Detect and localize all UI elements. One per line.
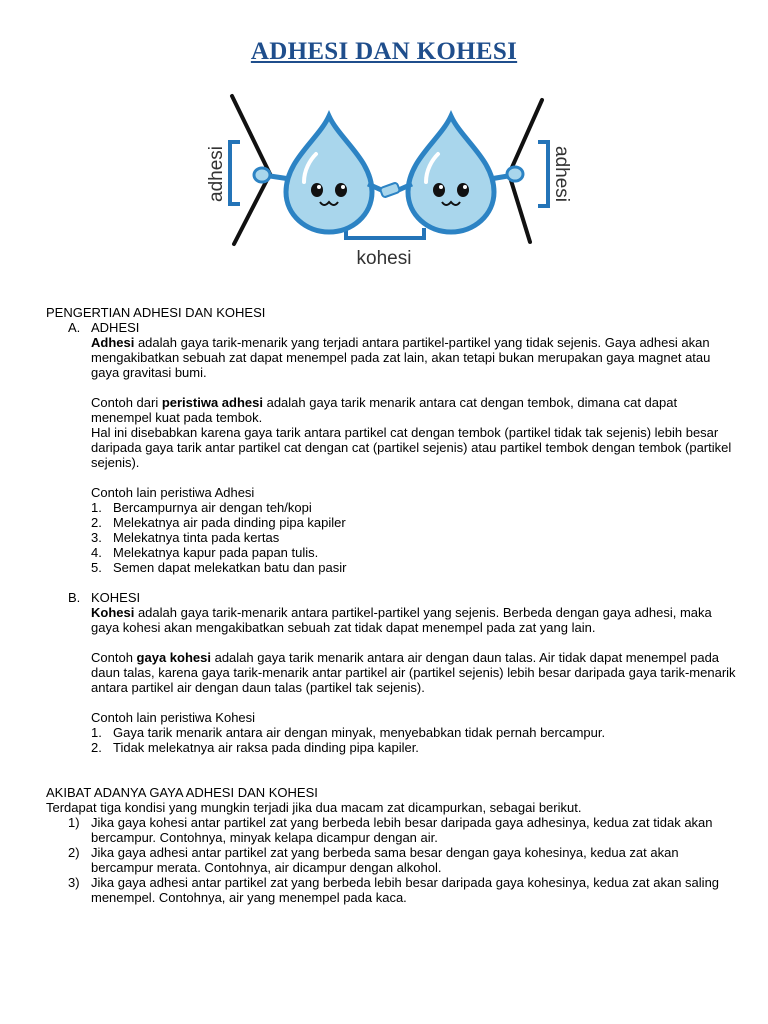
document-body <box>46 305 736 905</box>
kohesi-examples-list <box>91 725 736 755</box>
subsection-letter: B. <box>68 590 81 605</box>
label-adhesi-left: adhesi <box>206 146 227 202</box>
adhesi-reason: Hal ini disebabkan karena gaya tarik antara partikel cat dengan tembok (partikel tidak tak sejenis) lebih besar daripada gaya tarik antar partikel cat dengan cat (partikel sejenis) atau partikel tembok dengan tembok (partikel sejenis). <box>91 425 732 470</box>
list-item: 4. Melekatnya kapur pada papan tulis. <box>91 545 319 560</box>
adhesi-definition: Adhesi adalah gaya tarik-menarik yang terjadi antara partikel-partikel yang tidak sejenis. Gaya adhesi akan mengakibatkan sebuah zat dapat menempel pada zat lain, akan tetapi bukan merupakan gaya magnet atau gaya gravitasi bumi. <box>91 335 711 380</box>
left-adhesion-hand <box>254 168 270 182</box>
list-item: 5. Semen dapat melekatkan batu dan pasir <box>91 560 347 575</box>
right-water-drop <box>408 116 494 232</box>
water-drops-diagram <box>200 82 580 282</box>
akibat-list <box>68 815 736 905</box>
kohesi-term: Kohesi <box>91 605 135 620</box>
kohesi-list-title: Contoh lain peristiwa Kohesi <box>91 710 256 725</box>
right-adhesion-arm <box>490 176 508 179</box>
left-water-drop <box>286 116 372 232</box>
list-item: 2. Melekatnya air pada dinding pipa kapiler <box>91 515 346 530</box>
adhesi-example: Contoh dari peristiwa adhesi adalah gaya tarik menarik antara cat dengan tembok, dimana cat dapat menempel kuat pada tembok. <box>91 395 678 425</box>
list-item: 1. Bercampurnya air dengan teh/kopi <box>91 500 312 515</box>
adhesi-term: Adhesi <box>91 335 135 350</box>
adhesi-example-term: peristiwa adhesi <box>161 395 263 410</box>
subsection-adhesi-header <box>68 320 736 335</box>
list-item: 3) Jika gaya adhesi antar partikel zat yang berbeda lebih besar daripada gaya kohesinya, kedua zat akan saling menempel. Contohnya, air yang menempel pada kaca. <box>68 875 720 905</box>
section-heading-akibat: AKIBAT ADANYA GAYA ADHESI DAN KOHESI <box>46 785 318 800</box>
label-adhesi-right: adhesi <box>551 146 572 202</box>
subsection-title: KOHESI <box>91 590 141 605</box>
adhesi-examples-list <box>91 500 736 575</box>
subsection-adhesi-content <box>91 335 736 575</box>
section-heading-pengertian: PENGERTIAN ADHESI DAN KOHESI <box>46 305 266 320</box>
list-item: 1. Gaya tarik menarik antara air dengan minyak, menyebabkan tidak pernah bercampur. <box>91 725 606 740</box>
list-item: 1) Jika gaya kohesi antar partikel zat yang berbeda lebih besar daripada gaya adhesinya, kedua zat tidak akan bercampur. Contohnya, minyak kelapa dicampur dengan air. <box>68 815 713 845</box>
label-kohesi: kohesi <box>356 248 412 269</box>
kohesi-example: Contoh gaya kohesi adalah gaya tarik menarik antara air dengan daun talas. Air tidak dapat menempel pada daun talas, karena gaya tarik-menarik antar partikel air (partikel sejenis) lebih besar daripada gaya tarik-menarik antara partikel air dengan daun talas (partikel tak sejenis). <box>91 650 736 695</box>
page-title: ADHESI DAN KOHESI <box>250 38 518 65</box>
subsection-kohesi-header <box>68 590 736 605</box>
subsection-kohesi-content <box>91 605 736 755</box>
cohesion-hands <box>380 182 400 198</box>
left-adhesi-bracket <box>230 142 240 204</box>
kohesi-definition: Kohesi adalah gaya tarik-menarik antara partikel-partikel yang sejenis. Berbeda dengan gaya adhesi, maka gaya kohesi akan mengakibatkan sebuah zat tidak dapat menempel pada zat yang lain. <box>91 605 712 635</box>
akibat-intro: Terdapat tiga kondisi yang mungkin terjadi jika dua macam zat dicampurkan, sebagai berikut. <box>46 800 582 815</box>
list-item: 2. Tidak melekatnya air raksa pada dinding pipa kapiler. <box>91 740 419 755</box>
right-adhesi-bracket <box>538 142 548 206</box>
adhesi-list-title: Contoh lain peristiwa Adhesi <box>91 485 255 500</box>
list-item: 2) Jika gaya adhesi antar partikel zat yang berbeda sama besar dengan gaya kohesinya, kedua zat akan bercampur merata. Contohnya, air dicampur dengan alkohol. <box>68 845 679 875</box>
list-item: 3. Melekatnya tinta pada kertas <box>91 530 280 545</box>
subsection-letter: A. <box>68 320 81 335</box>
left-adhesion-arm <box>270 176 290 179</box>
adhesion-cohesion-illustration <box>200 82 580 282</box>
kohesi-bracket <box>346 228 424 238</box>
kohesi-example-term: gaya kohesi <box>136 650 211 665</box>
subsection-title: ADHESI <box>91 320 140 335</box>
right-adhesion-hand <box>507 167 523 181</box>
